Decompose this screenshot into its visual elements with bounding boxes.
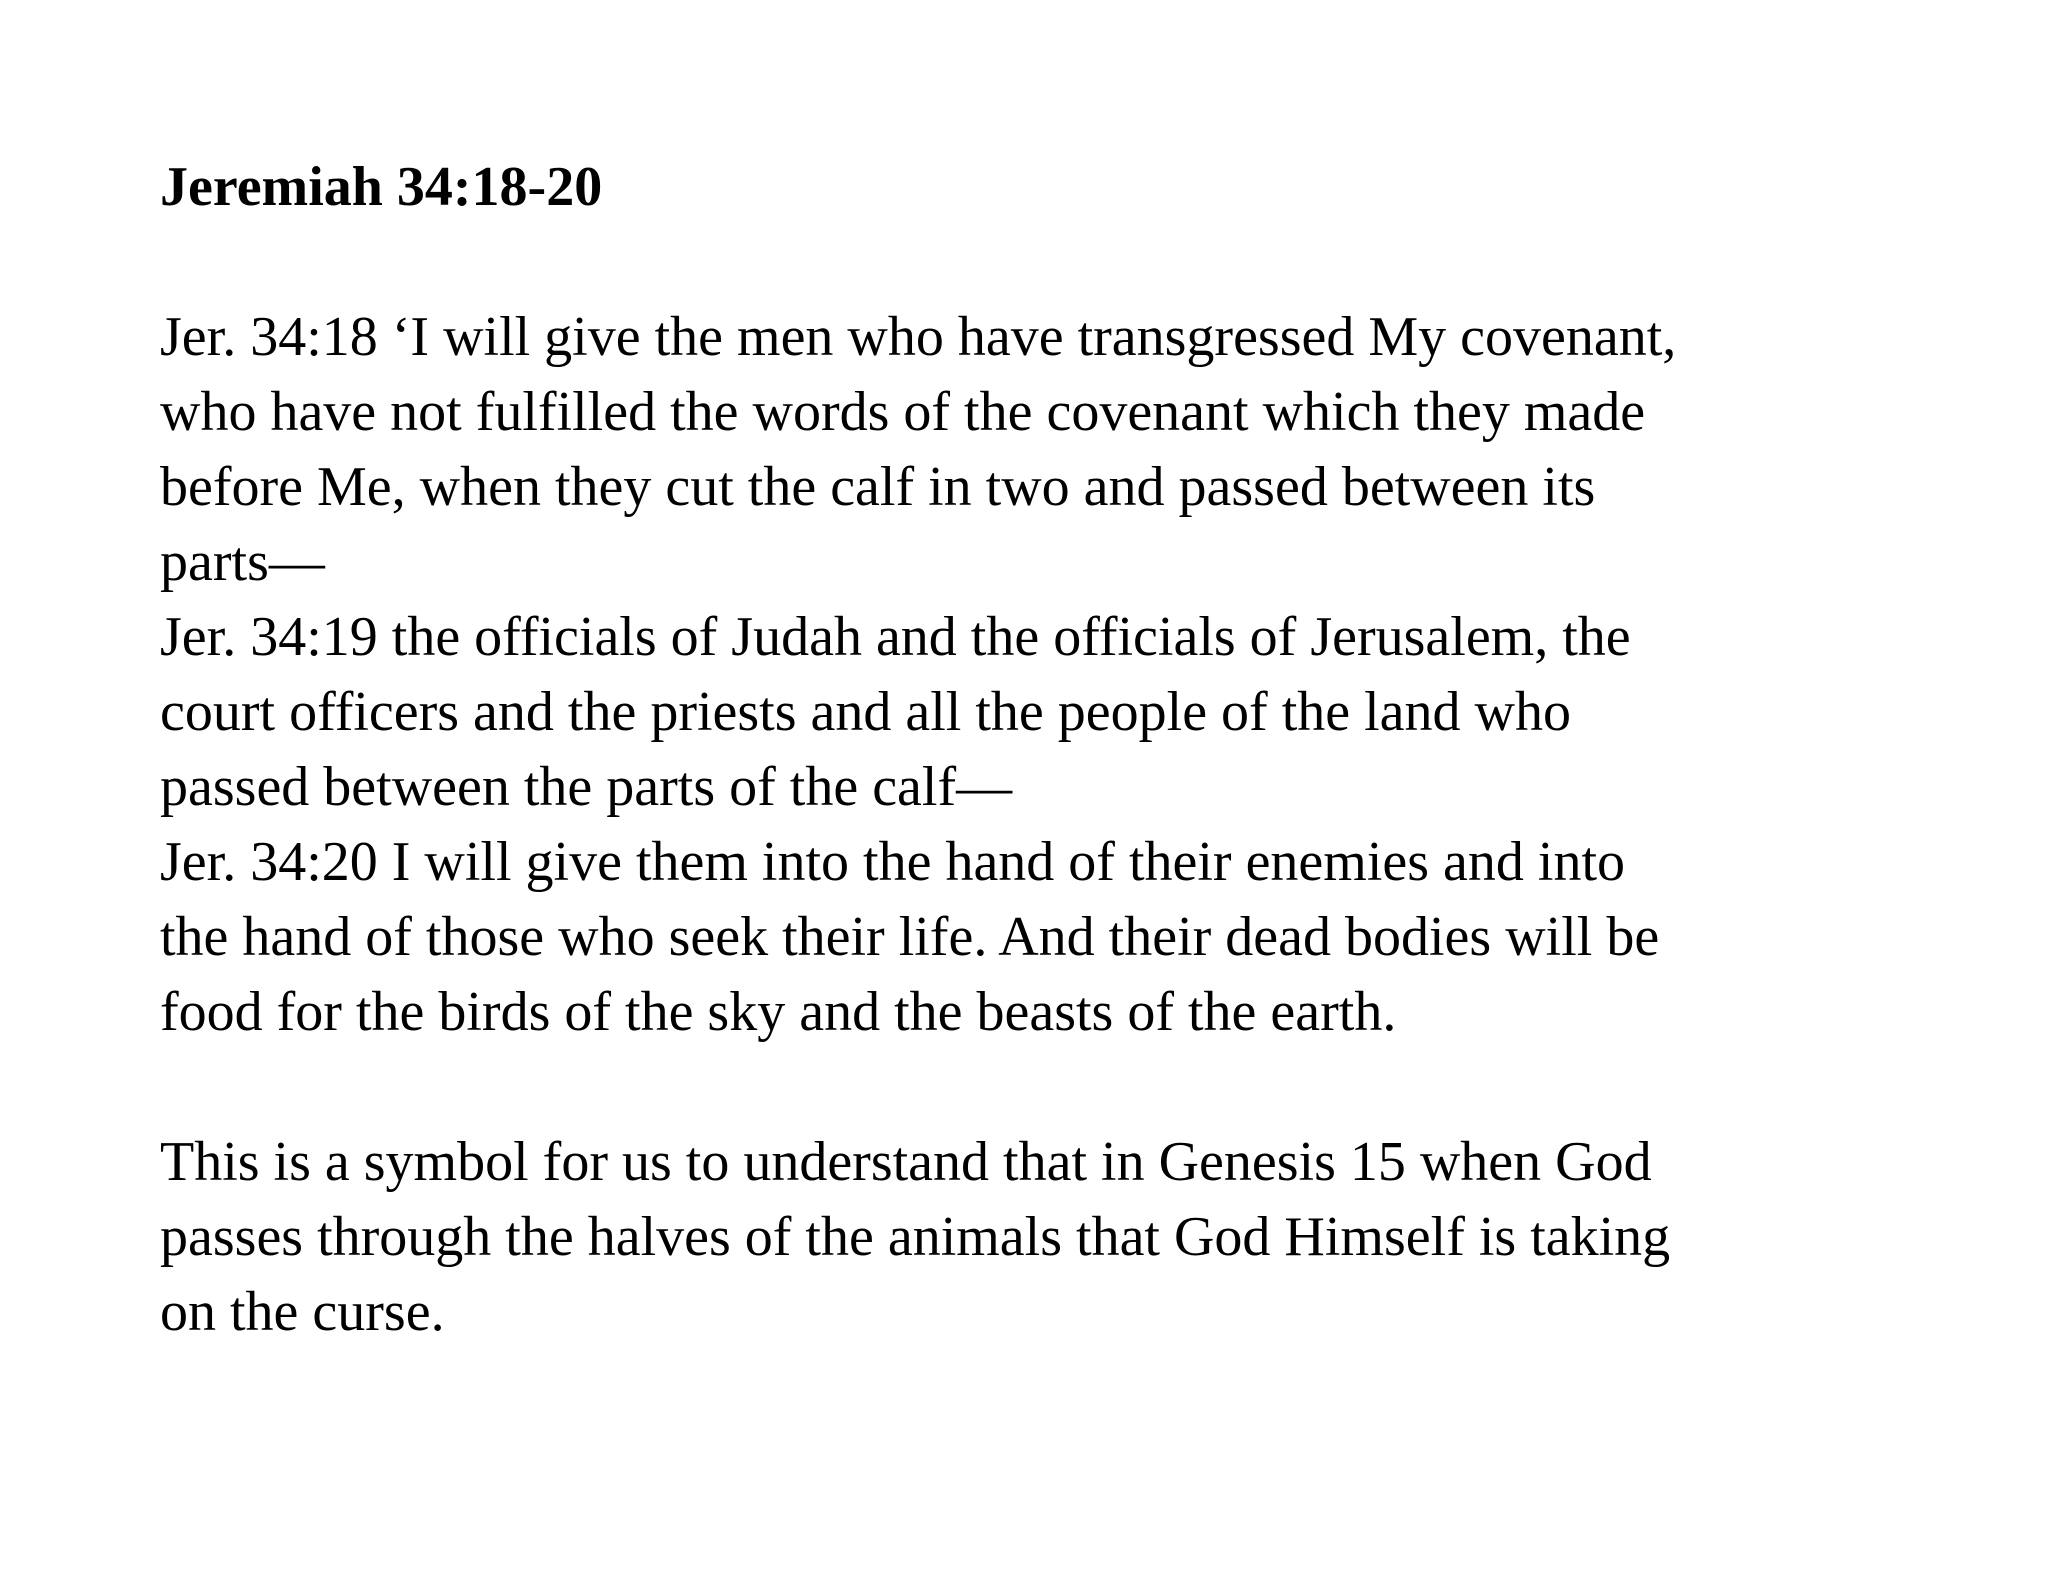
scripture-line: food for the birds of the sky and the beasts of the earth. [160, 981, 1397, 1043]
scripture-line: the hand of those who seek their life. And their dead bodies will be [160, 906, 1660, 968]
scripture-line: Jer. 34:18 ‘I will give the men who have transgressed My covenant, [160, 306, 1677, 368]
scripture-line: parts— [160, 531, 325, 593]
scripture-passage [160, 300, 1940, 1050]
scripture-line: before Me, when they cut the calf in two and passed between its [160, 456, 1596, 518]
paragraph-spacer [160, 225, 1940, 300]
scripture-line: passed between the parts of the calf— [160, 756, 1013, 818]
commentary-line: passes through the halves of the animals that God Himself is taking [160, 1206, 1671, 1268]
scripture-line: who have not fulfilled the words of the covenant which they made [160, 381, 1646, 443]
commentary-line: on the curse. [160, 1281, 445, 1343]
scripture-line: Jer. 34:19 the officials of Judah and the officials of Jerusalem, the [160, 606, 1631, 668]
scripture-line: court officers and the priests and all the people of the land who [160, 681, 1571, 743]
document-title: Jeremiah 34:18-20 [160, 156, 603, 218]
scripture-line: Jer. 34:20 I will give them into the hand of their enemies and into [160, 831, 1626, 893]
commentary-line: This is a symbol for us to understand that in Genesis 15 when God [160, 1131, 1652, 1193]
commentary-paragraph [160, 1125, 1940, 1350]
paragraph-spacer [160, 1050, 1940, 1125]
document-content [160, 150, 1940, 1350]
